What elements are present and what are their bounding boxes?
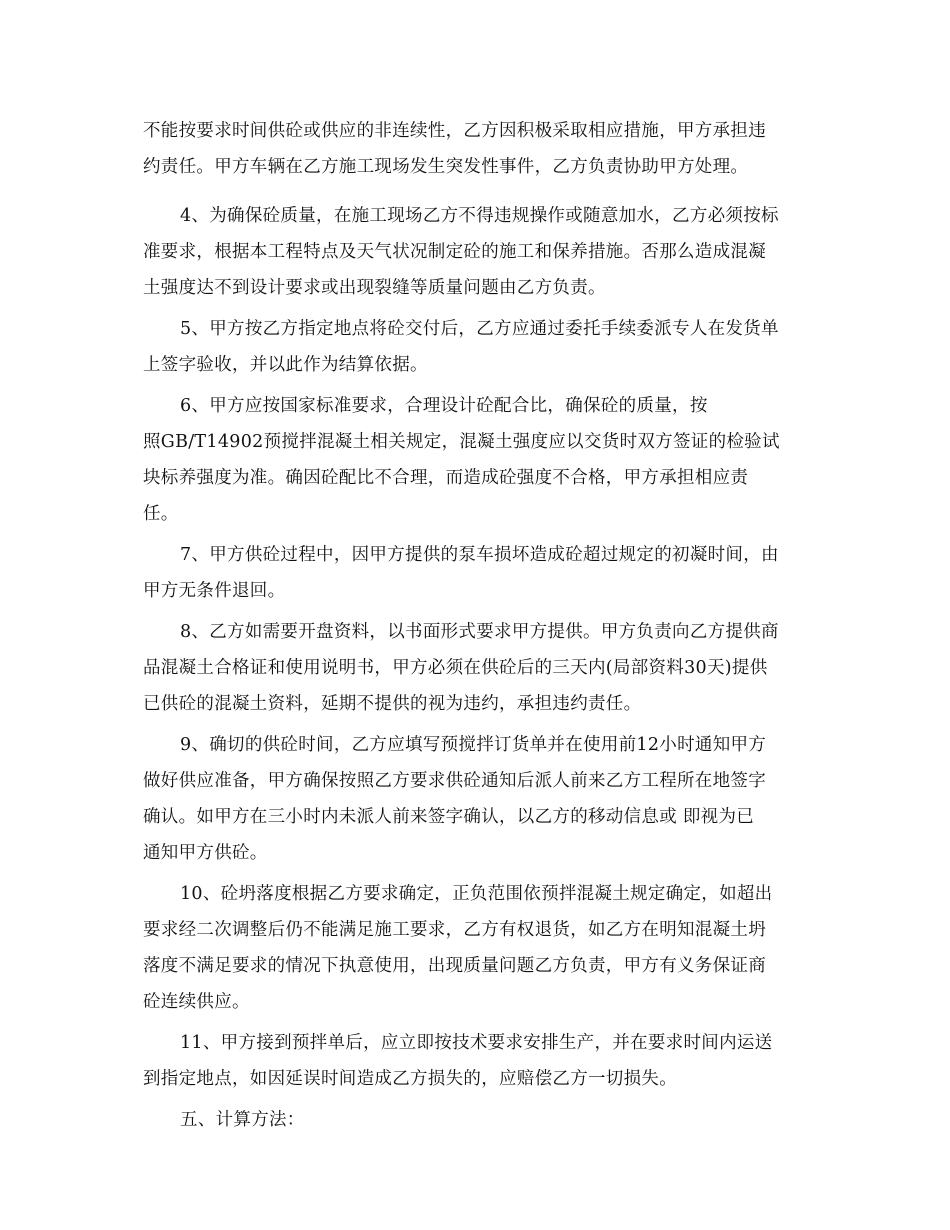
text-line: 甲方无条件退回。 [143,581,286,601]
text-line: 不能按要求时间供砼或供应的非连续性，乙方因积极采取相应措施，甲方承担违 [143,121,766,141]
text-line: 通知甲方供砼。 [143,843,268,863]
clause-6: 6、甲方应按国家标准要求，合理设计砼配合比，确保砼的质量，按 [180,396,708,416]
text-line: 要求经二次调整后仍不能满足施工要求，乙方有权退货，如乙方在明知混凝土坍 [143,920,766,940]
text-line: 到指定地点，如因延误时间造成乙方损失的，应赔偿乙方一切损失。 [143,1069,677,1089]
text-line: 照GB/T14902预搅拌混凝土相关规定，混凝土强度应以交货时双方签证的检验试 [143,432,780,452]
text-line: 约责任。甲方车辆在乙方施工现场发生突发性事件，乙方负责协助甲方处理。 [143,157,749,177]
text-line: 品混凝土合格证和使用说明书，甲方必须在供砼后的三天内(局部资料30天)提供 [143,658,768,678]
text-line: 砼连续供应。 [143,992,250,1012]
clause-8: 8、乙方如需要开盘资料，以书面形式要求甲方提供。甲方负责向乙方提供商 [180,622,779,642]
text-line: 确认。如甲方在三小时内未派人前来签字确认，以乙方的移动信息或 即视为已 [143,807,755,827]
text-line: 上签字验收，并以此作为结算依据。 [143,355,428,375]
clause-9: 9、确切的供砼时间，乙方应填写预搅拌订货单并在使用前12小时通知甲方 [180,735,767,755]
clause-10: 10、砼坍落度根据乙方要求确定，正负范围依预拌混凝土规定确定，如超出 [180,884,773,904]
text-line: 落度不满足要求的情况下执意使用，出现质量问题乙方负责，甲方有义务保证商 [143,956,766,976]
clause-7: 7、甲方供砼过程中，因甲方提供的泵车损坏造成砼超过规定的初凝时间，由 [180,545,779,565]
clause-4: 4、为确保砼质量，在施工现场乙方不得违规操作或随意加水，乙方必须按标 [180,206,779,226]
text-line: 准要求，根据本工程特点及天气状况制定砼的施工和保养措施。否那么造成混凝 [143,242,766,262]
text-line: 做好供应准备，甲方确保按照乙方要求供砼通知后派人前来乙方工程所在地签字 [143,771,766,791]
clause-5: 5、甲方按乙方指定地点将砼交付后，乙方应通过委托手续委派专人在发货单 [180,319,779,339]
text-line: 块标养强度为准。确因砼配比不合理，而造成砼强度不合格，甲方承担相应责 [143,468,749,488]
text-line: 土强度达不到设计要求或出现裂缝等质量问题由乙方负责。 [143,278,606,298]
clause-11: 11、甲方接到预拌单后，应立即按技术要求安排生产，并在要求时间内运送 [180,1033,773,1053]
text-line: 已供砼的混凝土资料，延期不提供的视为违约，承担违约责任。 [143,694,642,714]
text-line: 任。 [143,504,179,524]
section-heading: 五、计算方法： [180,1110,305,1130]
